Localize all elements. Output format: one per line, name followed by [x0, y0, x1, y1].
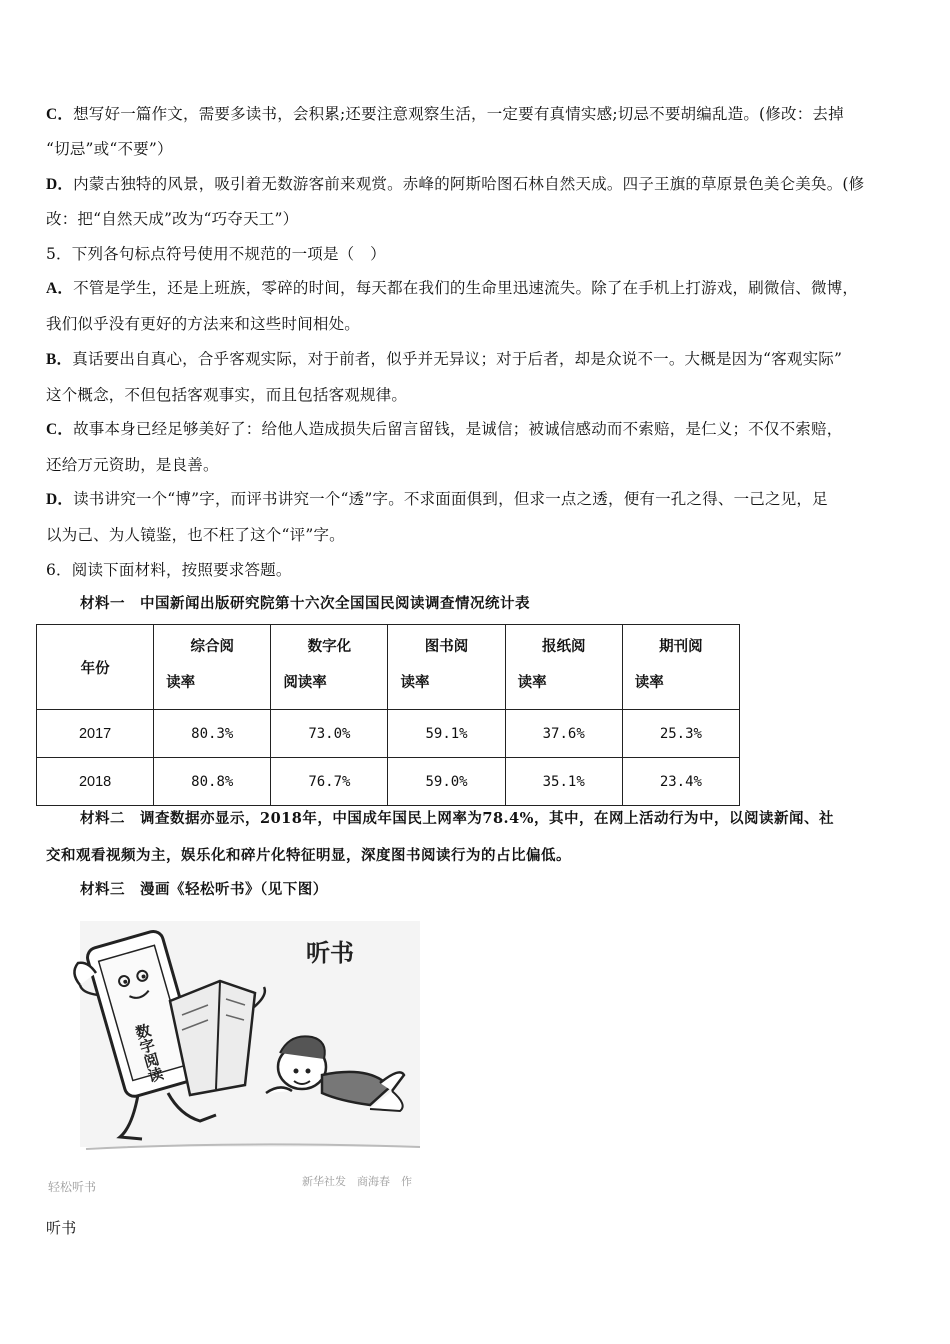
comic-credit: 新华社发 商海春 作 — [302, 1175, 412, 1188]
table-cell: 37.6% — [505, 710, 622, 758]
q5-option-d-line2: 以为己、为人镜鉴，也不枉了这个“评”字。 — [46, 526, 345, 544]
table-row — [37, 710, 740, 758]
table-cell: 76.7% — [271, 758, 388, 806]
table-cell: 80.8% — [154, 758, 271, 806]
header-col-3: 图书阅 读率 — [388, 625, 505, 710]
header-col-4: 报纸阅 读率 — [505, 625, 622, 710]
q4-option-c-line1: C．想写好一篇作文，需要多读书，会积累;还要注意观察生活，一定要有真情实感;切忌不要胡编乱造。(修改：去掉 — [46, 105, 844, 123]
comic-caption: 听书 — [46, 1219, 77, 1237]
table-cell: 59.0% — [388, 758, 505, 806]
table-cell: 23.4% — [622, 758, 739, 806]
q5-stem: 5．下列各句标点符号使用不规范的一项是（ ） — [46, 245, 386, 263]
q4-option-d-line1: D．内蒙古独特的风景，吸引着无数游客前来观赏。赤峰的阿斯哈图石林自然天成。四子王旗的草原景色美仑美奂。(修 — [46, 175, 865, 193]
table-cell: 35.1% — [505, 758, 622, 806]
material3-caption: 材料三 漫画《轻松听书》（见下图） — [80, 881, 328, 898]
q5-option-d-line1: D．读书讲究一个“博”字，而评书讲究一个“透”字。不求面面俱到，但求一点之透，便有一孔之得、一己之见，足 — [46, 490, 828, 508]
header-col-2: 数字化 阅读率 — [271, 625, 388, 710]
table-cell: 25.3% — [622, 710, 739, 758]
material1-caption: 材料一 中国新闻出版研究院第十六次全国国民阅读调查情况统计表 — [80, 595, 530, 612]
row-year: 2017 — [37, 710, 154, 758]
comic-title: 听书 — [306, 939, 354, 967]
header-col-1: 综合阅 读率 — [154, 625, 271, 710]
reading-stats-table — [36, 624, 740, 806]
table-row — [37, 758, 740, 806]
q4-option-d-line2: 改：把“自然天成”改为“巧夺天工”） — [46, 210, 299, 228]
q5-option-a-line2: 我们似乎没有更好的方法来和这些时间相处。 — [46, 315, 361, 333]
q5-option-c-line1: C．故事本身已经足够美好了：给他人造成损失后留言留钱，是诚信；被诚信感动而不索赔，是仁义；不仅不索赔， — [46, 420, 843, 438]
material2-line1: 材料二 调查数据亦显示，2018年，中国成年国民上网率为78.4%，其中，在网上活动行为中，以阅读新闻、社 — [80, 810, 834, 827]
tablet-book-text: 数字阅读 — [131, 1021, 166, 1085]
q4-option-c-line2: “切忌”或“不要”） — [46, 140, 173, 158]
table-header-row — [37, 625, 740, 710]
material2-line2: 交和观看视频为主，娱乐化和碎片化特征明显，深度图书阅读行为的占比偏低。 — [46, 847, 571, 864]
comic-bottom-left: 轻松听书 — [48, 1180, 97, 1194]
table-cell: 59.1% — [388, 710, 505, 758]
q6-stem: 6．阅读下面材料，按照要求答题。 — [46, 561, 292, 579]
q5-option-b-line2: 这个概念，不但包括客观事实，而且包括客观规律。 — [46, 386, 408, 404]
header-year: 年份 — [37, 625, 154, 710]
q5-option-b-line1: B．真话要出自真心，合乎客观实际，对于前者，似乎并无异议；对于后者，却是众说不一。大概是因为“客观实际” — [46, 350, 843, 368]
table-cell: 80.3% — [154, 710, 271, 758]
row-year: 2018 — [37, 758, 154, 806]
comic-drawing — [40, 915, 450, 1200]
q5-option-c-line2: 还给万元资助，是良善。 — [46, 456, 219, 474]
q5-option-a-line1: A．不管是学生，还是上班族，零碎的时间，每天都在我们的生命里迅速流失。除了在手机上打游戏，刷微信、微博， — [46, 279, 859, 297]
header-col-5: 期刊阅 读率 — [622, 625, 739, 710]
comic-illustration — [40, 915, 450, 1200]
table-cell: 73.0% — [271, 710, 388, 758]
